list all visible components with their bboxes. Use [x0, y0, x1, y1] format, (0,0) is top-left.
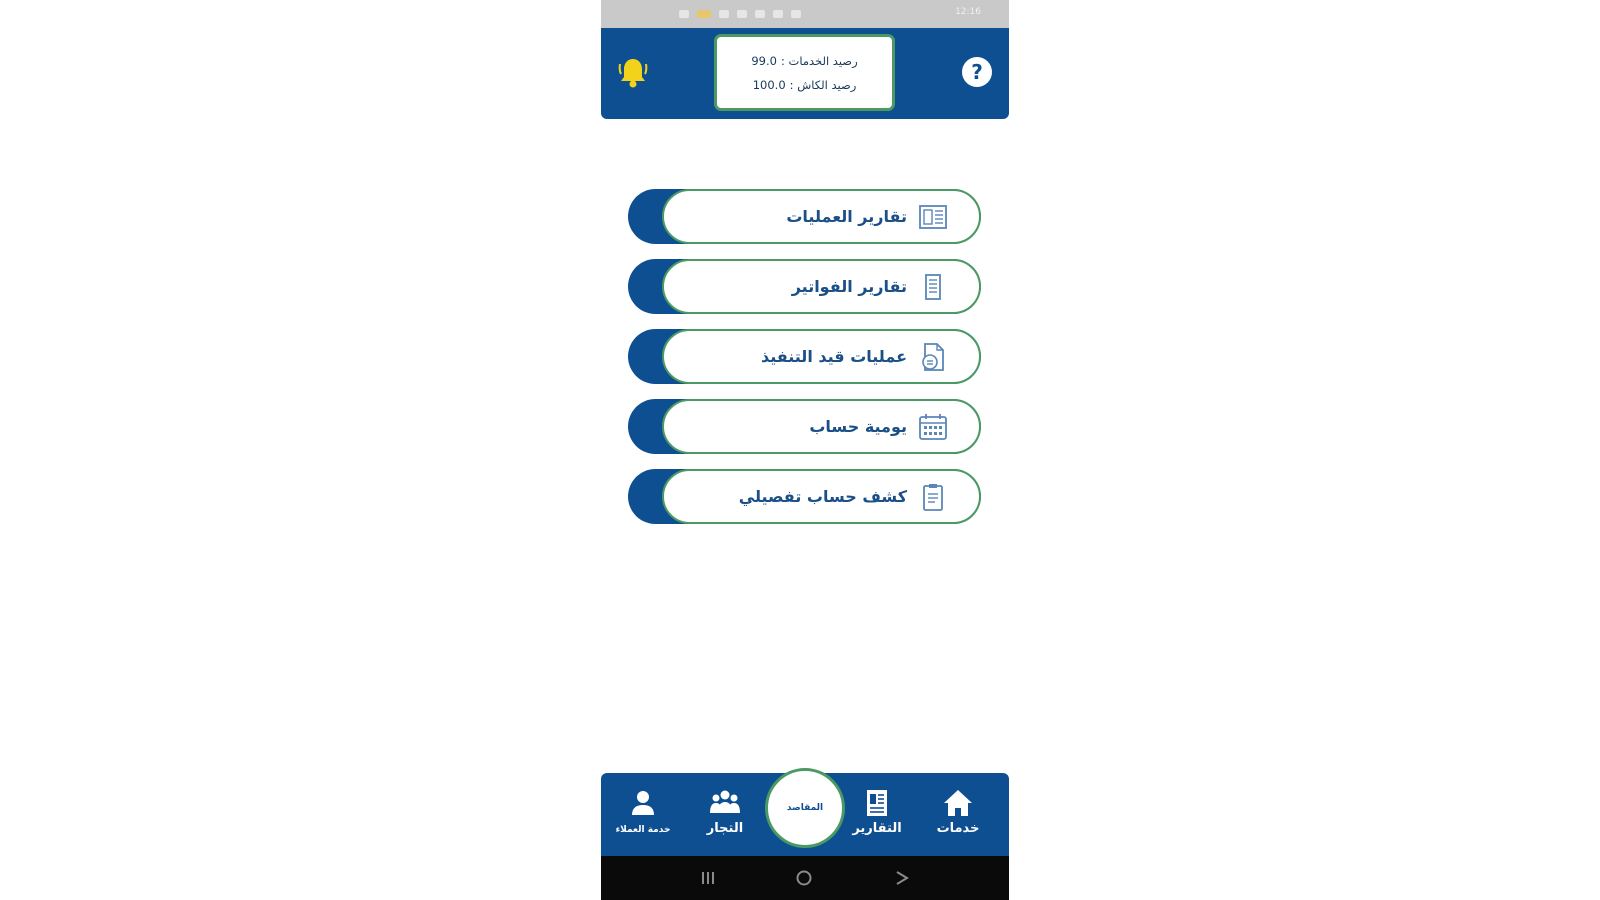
menu-item-label: تقارير الفواتير — [791, 277, 907, 296]
nav-label: خدمة العملاء — [615, 825, 671, 835]
nav-label: التقارير — [852, 821, 902, 836]
nav-merchants[interactable] — [689, 787, 761, 847]
menu-item-operations-reports[interactable] — [628, 189, 981, 244]
menu-item-label: كشف حساب تفصيلي — [738, 487, 907, 506]
recent-apps-icon[interactable] — [698, 869, 718, 887]
bottom-nav — [601, 773, 1009, 856]
system-nav-bar — [601, 856, 1009, 900]
status-icons — [679, 9, 801, 19]
calendar-icon — [917, 411, 949, 443]
nav-label: التجار — [706, 821, 744, 836]
cash-balance-label: رصيد الكاش : — [789, 77, 857, 92]
app-logo: المقاصد — [786, 803, 824, 813]
app-status-icon — [697, 10, 711, 18]
balance-box — [714, 34, 895, 111]
battery-status-icon — [791, 10, 801, 18]
signal-status-icon — [719, 10, 729, 18]
notification-status-icon — [679, 10, 689, 18]
services-balance-label: رصيد الخدمات : — [780, 53, 858, 68]
signal-status-icon-2 — [737, 10, 747, 18]
cash-balance — [753, 78, 857, 92]
menu-item-label: عمليات قيد التنفيذ — [760, 347, 907, 366]
menu-item-face[interactable] — [662, 189, 981, 244]
menu-item-face[interactable] — [662, 469, 981, 524]
menu-item-detailed-statement[interactable] — [628, 469, 981, 524]
menu-item-pending-operations[interactable] — [628, 329, 981, 384]
center-logo-button[interactable] — [765, 768, 845, 848]
clipboard-icon — [917, 481, 949, 513]
services-balance — [751, 54, 857, 68]
menu-item-face[interactable] — [662, 329, 981, 384]
help-icon[interactable]: ? — [962, 57, 992, 87]
cash-balance-value: 100.0 — [752, 77, 786, 92]
pending-operations-icon — [917, 341, 949, 373]
bell-icon[interactable] — [618, 56, 648, 90]
customer-service-icon — [627, 787, 659, 819]
services-balance-value: 99.0 — [751, 53, 777, 68]
status-bar — [601, 0, 1009, 28]
app-header — [601, 28, 1009, 119]
menu-item-label: تقارير العمليات — [786, 207, 907, 226]
menu-item-face[interactable] — [662, 399, 981, 454]
back-icon[interactable] — [891, 869, 911, 887]
status-time: 12:16 — [955, 7, 981, 17]
nav-reports[interactable] — [841, 787, 913, 847]
home-icon — [942, 787, 974, 819]
menu-item-label: يومية حساب — [809, 417, 907, 436]
home-button-icon[interactable] — [794, 869, 814, 887]
menu-item-invoice-reports[interactable] — [628, 259, 981, 314]
reports-icon — [861, 787, 893, 819]
nav-services[interactable] — [922, 787, 994, 847]
reports-menu — [628, 189, 981, 539]
nav-label: خدمات — [936, 821, 980, 836]
operations-report-icon — [917, 201, 949, 233]
menu-item-face[interactable] — [662, 259, 981, 314]
data-status-icon — [755, 10, 765, 18]
phone-screen — [601, 0, 1009, 900]
nav-customer-service[interactable] — [607, 787, 679, 847]
menu-item-account-journal[interactable] — [628, 399, 981, 454]
merchants-icon — [709, 787, 741, 819]
invoice-report-icon — [917, 271, 949, 303]
wifi-status-icon — [773, 10, 783, 18]
